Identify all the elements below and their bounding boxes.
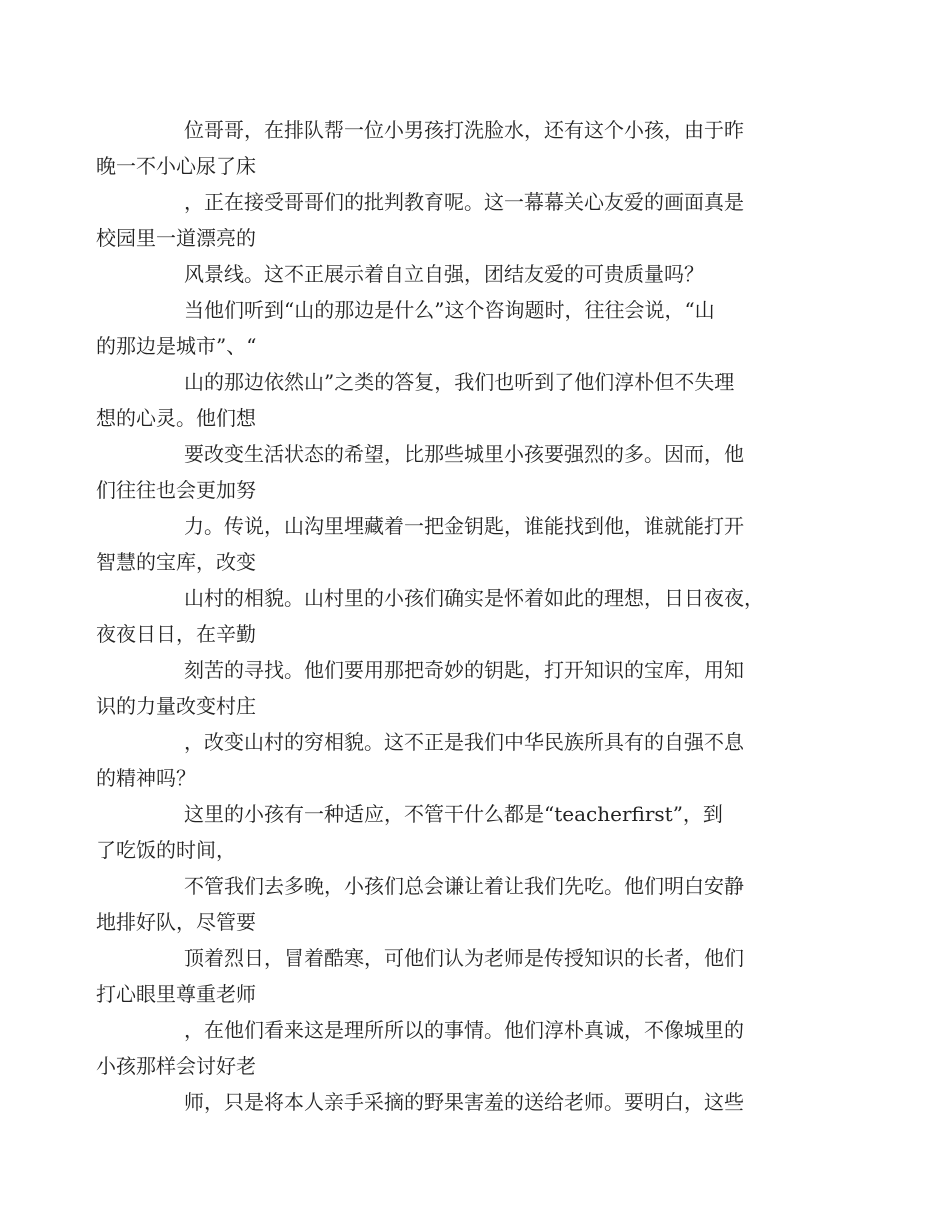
text-line: 打心眼里尊重老师 (96, 982, 256, 1006)
text-line: 晚一不小心尿了床 (96, 154, 256, 178)
paragraph (96, 580, 820, 652)
text-line: 们往往也会更加努 (96, 478, 256, 502)
text-line: 智慧的宝库，改变 (96, 550, 256, 574)
text-line: 校园里一道漂亮的 (96, 226, 256, 250)
paragraph (96, 436, 820, 508)
text-line: 不管我们去多晚，小孩们总会谦让着让我们先吃。他们明白安静 (184, 874, 744, 898)
text-line: 要改变生活状态的希望，比那些城里小孩要强烈的多。因而，他 (184, 442, 744, 466)
text-line: 想的心灵。他们想 (96, 406, 256, 430)
text-line: 的那边是城市”、“ (96, 334, 257, 358)
body-text (96, 112, 820, 1120)
paragraph (96, 796, 820, 868)
text-line: 位哥哥，在排队帮一位小男孩打洗脸水，还有这个小孩，由于昨 (184, 118, 744, 142)
text-line: 风景线。这不正展示着自立自强，团结友爱的可贵质量吗？ (184, 262, 704, 286)
text-line: 山村的相貌。山村里的小孩们确实是怀着如此的理想，日日夜夜， (184, 586, 764, 610)
text-line: 当他们听到“山的那边是什么”这个咨询题时，往往会说，“山 (184, 298, 715, 322)
text-line: 师，只是将本人亲手采摘的野果害羞的送给老师。要明白，这些 (184, 1090, 744, 1114)
text-line: 夜夜日日，在辛勤 (96, 622, 256, 646)
paragraph (96, 940, 820, 1012)
text-line: 力。传说，山沟里埋藏着一把金钥匙，谁能找到他，谁就能打开 (184, 514, 744, 538)
text-line: 地排好队，尽管要 (96, 910, 256, 934)
paragraph (96, 292, 820, 364)
text-line: 这里的小孩有一种适应，不管干什么都是“teacherfirst”，到 (184, 802, 723, 826)
paragraph (96, 112, 820, 184)
text-line: 的精神吗？ (96, 766, 196, 790)
text-line: 刻苦的寻找。他们要用那把奇妙的钥匙，打开知识的宝库，用知 (184, 658, 744, 682)
text-line: 山的那边依然山”之类的答复，我们也听到了他们淳朴但不失理 (184, 370, 735, 394)
text-line: 小孩那样会讨好老 (96, 1054, 256, 1078)
paragraph (96, 652, 820, 724)
paragraph (96, 508, 820, 580)
paragraph (96, 364, 820, 436)
text-line: 顶着烈日，冒着酷寒，可他们认为老师是传授知识的长者，他们 (184, 946, 744, 970)
text-line: ，在他们看来这是理所所以的事情。他们淳朴真诚，不像城里的 (184, 1018, 744, 1042)
paragraph (96, 1012, 820, 1084)
text-line: ，改变山村的穷相貌。这不正是我们中华民族所具有的自强不息 (184, 730, 744, 754)
paragraph (96, 184, 820, 256)
paragraph (96, 724, 820, 796)
paragraph (140, 256, 820, 292)
text-line: 了吃饭的时间， (96, 838, 236, 862)
text-line: ，正在接受哥哥们的批判教育呢。这一幕幕关心友爱的画面真是 (184, 190, 744, 214)
paragraph (140, 1084, 820, 1120)
paragraph (96, 868, 820, 940)
text-line: 识的力量改变村庄 (96, 694, 256, 718)
